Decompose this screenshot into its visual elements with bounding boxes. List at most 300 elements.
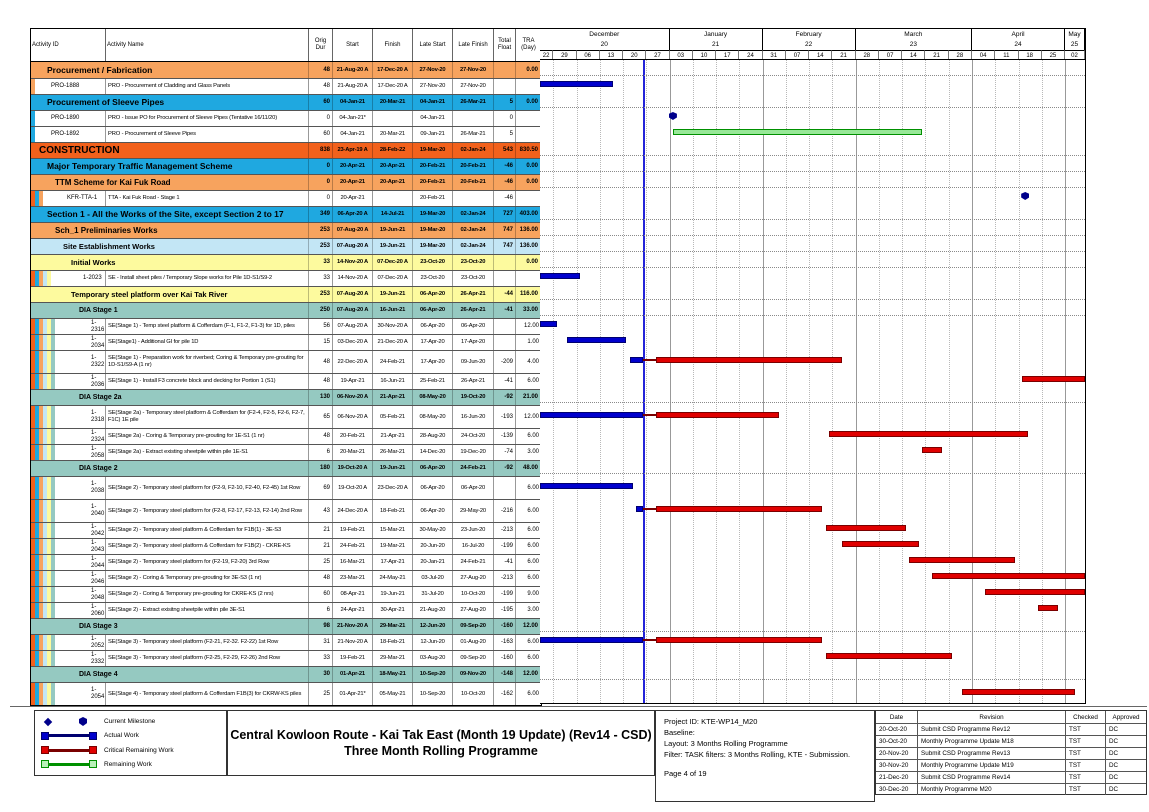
gantt-bar-critical [985, 589, 1085, 595]
gantt-row [540, 188, 1085, 204]
gantt-row [540, 426, 1085, 442]
late-start-date: 03-Jul-20 [413, 571, 453, 586]
activity-name: SE(Stage 2) - Temporary steel platform for (F2-19, F2-20) 3rd Row [106, 555, 309, 570]
late-finish-date: 23-Jun-20 [453, 523, 494, 538]
late-start-date: 04-Jan-21 [413, 95, 453, 110]
activity-id-cell [31, 523, 106, 538]
total-float: -46 [494, 191, 516, 206]
tra-value: 21.00 [516, 390, 541, 405]
late-start-date: 04-Jan-21 [413, 111, 453, 126]
activity-id: 1-2322 [91, 355, 105, 368]
late-finish-date: 23-Oct-20 [453, 255, 494, 270]
indent-stripes [31, 500, 55, 522]
tra-value: 0.00 [516, 175, 541, 190]
late-finish-date: 02-Jan-24 [453, 143, 494, 158]
footer-divider [10, 706, 1147, 707]
late-start-date: 08-May-20 [413, 390, 453, 405]
gantt-row [540, 536, 1085, 552]
gantt-bar-critical [656, 412, 779, 418]
table-row [31, 634, 541, 650]
gantt-row [540, 204, 1085, 220]
gantt-bar-remaining [673, 129, 922, 135]
revision-row [876, 771, 1146, 783]
gantt-bar-neck [643, 414, 656, 416]
orig-dur: 48 [309, 79, 333, 94]
timeline-week-label: 31 [763, 50, 786, 60]
band-label: DIA Stage 2 [31, 461, 309, 476]
late-finish-date: 20-Feb-21 [453, 175, 494, 190]
activity-name: SE(Stage 2) - Temporary steel platform & Cofferdam for F1B(2) - CKRE-KS [106, 539, 309, 554]
start-date: 21-Nov-20 A [333, 619, 373, 634]
indent-stripe [51, 374, 55, 389]
start-date: 19-Oct-20 A [333, 461, 373, 476]
activity-id: KFR-TTA-1 [67, 195, 98, 201]
start-date: 21-Nov-20 A [333, 635, 373, 650]
activity-name: SE(Stage 1) - Install F3 concrete block and decking for Portion 1 (S1) [106, 374, 309, 389]
legend-label: Actual Work [104, 732, 139, 740]
start-date: 19-Oct-20 A [333, 477, 373, 499]
activity-name: SE(Stage 2a) - Temporary steel platform & Cofferdam for (F2-4, F2-5, F2-6, F2-7, F1C) 1E pile [106, 406, 309, 428]
start-date: 19-Feb-21 [333, 523, 373, 538]
total-float: 0 [494, 111, 516, 126]
late-finish-date: 06-Apr-20 [453, 319, 494, 334]
orig-dur: 6 [309, 603, 333, 618]
gantt-row [540, 140, 1085, 156]
legend-bar-endcap [41, 746, 49, 754]
tra-value: 0.00 [516, 255, 541, 270]
orig-dur: 33 [309, 271, 333, 286]
orig-dur: 48 [309, 62, 333, 78]
timeline-month-label: February [795, 31, 822, 38]
finish-date: 17-Dec-20 A [373, 62, 413, 78]
gantt-row [540, 632, 1085, 648]
start-date: 06-Apr-20 A [333, 207, 373, 222]
gantt-row [540, 108, 1085, 124]
total-float [494, 477, 516, 499]
milestone-marker [1021, 192, 1029, 200]
table-row [31, 499, 541, 522]
timeline-week-label: 28 [949, 50, 972, 60]
indent-stripe [31, 79, 35, 94]
indent-stripes [31, 111, 35, 126]
late-start-date: 03-Aug-20 [413, 651, 453, 666]
timeline-week-label: 02 [1065, 50, 1085, 60]
orig-dur: 0 [309, 159, 333, 174]
column-header: Activity ID [31, 29, 106, 61]
tra-value: 3.00 [527, 607, 539, 613]
legend-item [41, 745, 220, 756]
orig-dur: 253 [309, 223, 333, 238]
indent-stripes [31, 271, 51, 286]
orig-dur: 60 [309, 95, 333, 110]
revision-column-header: Date [876, 711, 918, 723]
revision-cell: Submit CSD Programme Rev14 [918, 772, 1066, 783]
finish-date: 19-Jun-21 [373, 239, 413, 254]
layout-label: Layout: 3 Months Rolling Programme [664, 739, 788, 748]
revision-row [876, 735, 1146, 747]
band-row [31, 158, 541, 174]
tra-value: 48.00 [516, 461, 541, 476]
gantt-row [540, 220, 1085, 236]
legend-item [41, 730, 220, 741]
start-date: 08-Apr-21 [333, 587, 373, 602]
table-row [31, 570, 541, 586]
orig-dur: 33 [309, 255, 333, 270]
start-date: 20-Feb-21 [333, 429, 373, 444]
indent-stripe [51, 571, 55, 586]
legend-bar-line [49, 749, 89, 752]
late-finish-date: 26-Apr-21 [453, 303, 494, 318]
late-finish-date: 09-Sep-20 [453, 651, 494, 666]
finish-date: 18-May-21 [373, 667, 413, 682]
late-start-date: 21-Aug-20 [413, 603, 453, 618]
total-float: 747 [494, 239, 516, 254]
legend-item [41, 716, 220, 727]
table-row [31, 602, 541, 618]
band-row [31, 238, 541, 254]
late-finish-date: 10-Oct-20 [453, 587, 494, 602]
late-finish-date: 24-Feb-21 [453, 461, 494, 476]
late-start-date: 23-Oct-20 [413, 255, 453, 270]
finish-date [373, 111, 413, 126]
legend-bar-endcap [41, 760, 49, 768]
timeline-week-label: 11 [995, 50, 1018, 60]
legend-item [41, 759, 220, 770]
gantt-bar-neck [643, 508, 656, 510]
band-label: DIA Stage 4 [31, 667, 309, 682]
start-date: 01-Apr-21* [333, 683, 373, 705]
late-start-date: 19-Mar-20 [413, 143, 453, 158]
orig-dur: 6 [309, 445, 333, 460]
revision-table [875, 710, 1147, 795]
tra-value: 6.00 [527, 484, 539, 491]
table-row [31, 110, 541, 126]
late-finish-date: 24-Feb-21 [453, 555, 494, 570]
revision-cell: 20-Nov-20 [876, 748, 918, 759]
gantt-row [540, 600, 1085, 616]
gantt-rows [540, 60, 1086, 704]
late-finish-date: 01-Aug-20 [453, 635, 494, 650]
start-date: 23-Mar-21 [333, 571, 373, 586]
table-row [31, 405, 541, 428]
gantt-bar-critical [922, 447, 942, 453]
total-float [494, 319, 516, 334]
indent-stripes [31, 523, 55, 538]
activity-id: 1-2316 [91, 319, 105, 333]
timeline-month-label: December [589, 31, 620, 38]
revision-cell: DC [1109, 786, 1119, 793]
late-start-date: 08-May-20 [413, 406, 453, 428]
total-float [494, 335, 516, 350]
total-float: -148 [494, 667, 516, 682]
indent-stripes [31, 319, 55, 334]
late-start-date: 20-Jun-20 [413, 539, 453, 554]
indent-stripes [31, 651, 55, 666]
milestone-flag-icon [79, 717, 87, 726]
timeline-week-label: 03 [670, 50, 693, 60]
orig-dur: 60 [309, 127, 333, 142]
late-start-date: 06-Apr-20 [413, 461, 453, 476]
late-finish-date: 09-Nov-20 [453, 667, 494, 682]
activity-id: PRO-1890 [51, 115, 80, 121]
timeline-week-label: 28 [856, 50, 879, 60]
late-finish-date: 23-Oct-20 [453, 271, 494, 286]
activity-id: 1-2023 [83, 275, 102, 281]
legend-bar-endcap [41, 732, 49, 740]
activity-id: PRO-1892 [51, 131, 80, 137]
band-row [31, 389, 541, 405]
indent-stripes [31, 571, 55, 586]
late-start-date: 27-Nov-20 [413, 62, 453, 78]
band-row [31, 302, 541, 318]
tra-value: 9.00 [527, 591, 539, 597]
total-float: 747 [494, 223, 516, 238]
indent-stripes [31, 587, 55, 602]
indent-stripes [31, 127, 35, 142]
late-start-date: 06-Apr-20 [413, 303, 453, 318]
timeline-month-label: January [704, 31, 728, 38]
indent-stripe [51, 477, 55, 499]
activity-name: SE(Stage 1) - Temp steel platform & Cofferdam (F-1, F1-2, F1-3) for 1D, piles [106, 319, 309, 334]
finish-date: 05-May-21 [373, 683, 413, 705]
gantt-bar-actual [540, 412, 643, 418]
page-title-line1: Central Kowloon Route - Kai Tak East (Month 19 Update) (Rev14 - CSD) [230, 728, 652, 742]
revision-row [876, 759, 1146, 771]
orig-dur: 98 [309, 619, 333, 634]
activity-id: 1-2318 [91, 410, 105, 423]
timeline-month [1065, 29, 1085, 50]
tra-value: 116.00 [516, 287, 541, 302]
band-label: Site Establishment Works [31, 239, 309, 254]
legend-bar-line [49, 734, 89, 737]
indent-stripes [31, 351, 55, 373]
gantt-row [540, 403, 1085, 426]
finish-date: 16-Jun-21 [373, 303, 413, 318]
revision-row [876, 783, 1146, 795]
finish-date: 19-Jun-21 [373, 587, 413, 602]
gantt-bar-critical [656, 637, 822, 643]
gantt-bar-critical [656, 357, 842, 363]
gantt-bar-actual [630, 357, 643, 363]
start-date: 07-Aug-20 A [333, 287, 373, 302]
indent-stripe [51, 683, 55, 705]
finish-date: 21-Apr-21 [373, 429, 413, 444]
timeline-week-label: 27 [646, 50, 669, 60]
revision-cell: Submit CSD Programme Rev13 [918, 748, 1066, 759]
table-row [31, 586, 541, 602]
milestone-icon [41, 717, 97, 727]
start-date: 20-Apr-21 [333, 191, 373, 206]
late-finish-date: 02-Jan-24 [453, 239, 494, 254]
legend-bar-endcap [89, 760, 97, 768]
timeline-month-number: 21 [712, 41, 720, 48]
milestone-marker [669, 112, 677, 120]
late-finish-date: 20-Feb-21 [453, 159, 494, 174]
start-date: 20-Mar-21 [333, 445, 373, 460]
finish-date: 18-Feb-21 [373, 500, 413, 522]
milestone-diamond-icon [44, 717, 52, 725]
indent-stripe [31, 127, 35, 142]
activity-id-cell [31, 683, 106, 705]
tra-value: 0.00 [516, 159, 541, 174]
gantt-bar-critical [826, 525, 906, 531]
table-row [31, 650, 541, 666]
project-id: Project ID: KTE-WP14_M20 [664, 717, 758, 726]
activity-id: 1-2042 [91, 523, 105, 537]
title-box [227, 710, 655, 776]
late-start-date: 19-Mar-20 [413, 239, 453, 254]
activity-id-cell [31, 539, 106, 554]
table-row [31, 190, 541, 206]
gantt-bar-critical [909, 557, 1015, 563]
timeline-week-label: 10 [693, 50, 716, 60]
column-header: Late Start [413, 29, 453, 61]
indent-stripe [51, 335, 55, 350]
activity-id-cell [31, 635, 106, 650]
gantt-bar-actual [540, 321, 557, 327]
actual-icon [41, 731, 97, 741]
gantt-bar-critical [656, 506, 822, 512]
timeline-month-label: May [1068, 31, 1081, 38]
total-float: -195 [494, 603, 516, 618]
revision-cell: Monthly Programme Update M18 [918, 736, 1066, 747]
finish-date: 20-Mar-21 [373, 95, 413, 110]
activity-id: 1-2324 [91, 429, 105, 443]
gantt-row [540, 316, 1085, 332]
revision-cell: DC [1109, 774, 1119, 781]
orig-dur: 48 [309, 429, 333, 444]
table-row [31, 476, 541, 499]
indent-stripe [51, 429, 55, 444]
activity-id-cell [31, 500, 106, 522]
orig-dur: 65 [309, 406, 333, 428]
revision-cell: DC [1109, 738, 1119, 745]
late-finish-date: 02-Jan-24 [453, 223, 494, 238]
activity-id-cell [31, 603, 106, 618]
late-finish-date: 17-Apr-20 [453, 335, 494, 350]
activity-id-cell [31, 555, 106, 570]
revision-cell: DC [1109, 750, 1119, 757]
gantt-row [540, 300, 1085, 316]
total-float: -41 [494, 555, 516, 570]
legend-label: Current Milestone [104, 718, 156, 725]
late-start-date: 12-Jun-20 [413, 619, 453, 634]
gantt-row [540, 458, 1085, 474]
gantt-row [540, 520, 1085, 536]
revision-cell: TST [1066, 772, 1106, 783]
late-start-date: 09-Jan-21 [413, 127, 453, 142]
band-row [31, 222, 541, 238]
activity-id: 1-2038 [91, 481, 105, 494]
timeline-week-label: 14 [809, 50, 832, 60]
revision-cell: 30-Dec-20 [876, 784, 918, 795]
late-start-date: 10-Sep-20 [413, 683, 453, 705]
start-date: 07-Aug-20 A [333, 303, 373, 318]
orig-dur: 33 [309, 651, 333, 666]
start-date: 07-Aug-20 A [333, 239, 373, 254]
revision-cell: TST [1066, 724, 1106, 735]
total-float: 5 [494, 127, 516, 142]
orig-dur: 56 [309, 319, 333, 334]
total-float: -46 [494, 175, 516, 190]
gantt-bar-actual [540, 273, 580, 279]
activity-id-cell [31, 374, 106, 389]
timeline-week-label: 20 [623, 50, 646, 60]
total-float: -139 [494, 429, 516, 444]
start-date: 19-Apr-21 [333, 374, 373, 389]
gantt-chart [540, 28, 1086, 704]
total-float: 5 [494, 95, 516, 110]
finish-date: 05-Feb-21 [373, 406, 413, 428]
late-start-date: 31-Jul-20 [413, 587, 453, 602]
indent-stripe [47, 271, 51, 286]
total-float: -74 [494, 445, 516, 460]
late-start-date: 06-Apr-20 [413, 287, 453, 302]
finish-date: 07-Dec-20 A [373, 255, 413, 270]
timeline-month-label: March [904, 31, 923, 38]
finish-date: 30-Nov-20 A [373, 319, 413, 334]
total-float: -92 [494, 390, 516, 405]
finish-date: 19-Mar-21 [373, 539, 413, 554]
band-label: Major Temporary Traffic Management Scheme [31, 159, 309, 174]
activity-id-cell [31, 335, 106, 350]
activity-name: SE(Stage 2) - Coring & Temporary pre-grouting for 3E-S3 (1 nr) [106, 571, 309, 586]
late-start-date: 20-Feb-21 [413, 159, 453, 174]
orig-dur: 21 [309, 539, 333, 554]
total-float: -44 [494, 287, 516, 302]
finish-date: 30-Apr-21 [373, 603, 413, 618]
tra-value: 6.00 [527, 378, 539, 384]
legend-label: Critical Remaining Work [104, 746, 174, 754]
revision-row [876, 723, 1146, 735]
late-start-date: 28-Aug-20 [413, 429, 453, 444]
finish-date: 20-Mar-21 [373, 127, 413, 142]
timeline-header [540, 28, 1086, 60]
gantt-row [540, 584, 1085, 600]
start-date: 06-Nov-20 A [333, 406, 373, 428]
indent-stripe [51, 651, 55, 666]
baseline-label: Baseline: [664, 728, 695, 737]
timeline-week-label: 07 [879, 50, 902, 60]
finish-date: 17-Dec-20 A [373, 79, 413, 94]
total-float: 727 [494, 207, 516, 222]
indent-stripes [31, 539, 55, 554]
orig-dur: 25 [309, 555, 333, 570]
orig-dur: 130 [309, 390, 333, 405]
late-start-date: 20-Feb-21 [413, 191, 453, 206]
tra-value: 0.00 [516, 95, 541, 110]
band-label: Section 1 - All the Works of the Site, except Section 2 to 17 [31, 207, 309, 222]
total-float [494, 255, 516, 270]
finish-date: 24-May-21 [373, 571, 413, 586]
finish-date: 26-Mar-21 [373, 445, 413, 460]
gantt-row [540, 442, 1085, 458]
total-float: -216 [494, 500, 516, 522]
activity-id-cell [31, 571, 106, 586]
gantt-row [540, 648, 1085, 664]
timeline-week-label: 24 [739, 50, 762, 60]
late-finish-date: 27-Aug-20 [453, 603, 494, 618]
timeline-week-label: 14 [902, 50, 925, 60]
tra-value: 12.00 [523, 323, 539, 329]
total-float [494, 271, 516, 286]
tra-value: 6.00 [527, 433, 539, 439]
gantt-row [540, 680, 1085, 703]
indent-stripes [31, 603, 55, 618]
total-float [494, 62, 516, 78]
band-row [31, 206, 541, 222]
timeline-month-number: 20 [600, 41, 608, 48]
